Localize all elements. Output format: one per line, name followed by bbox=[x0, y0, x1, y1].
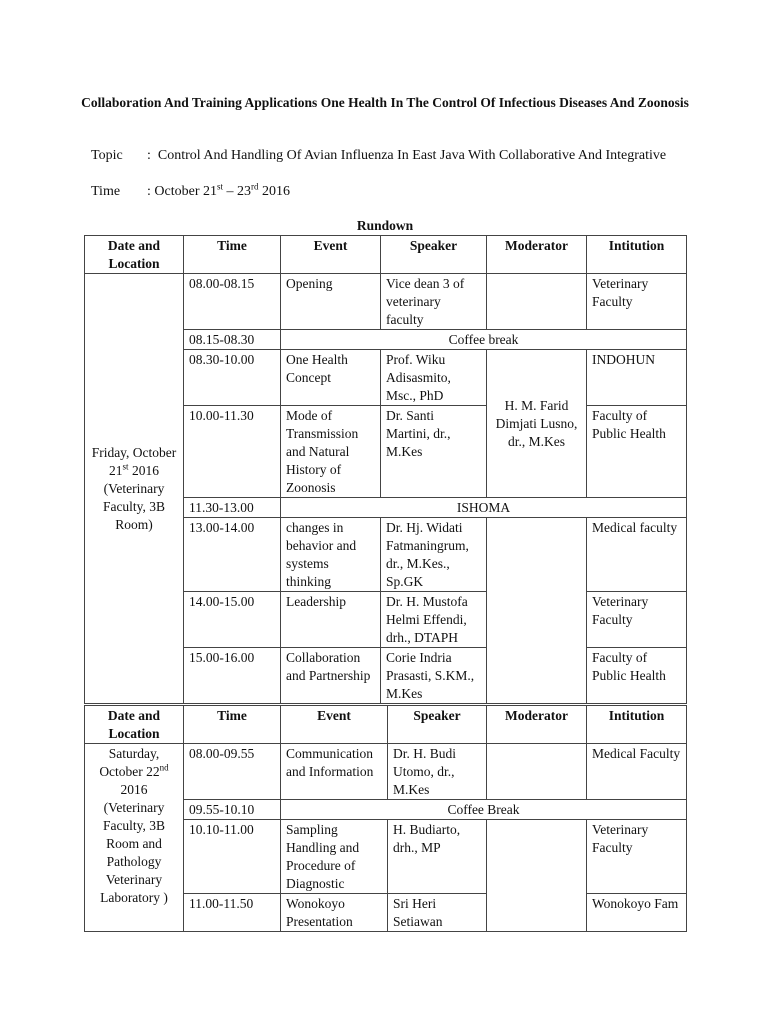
time-cell: 08.00-09.55 bbox=[184, 744, 281, 800]
institution-cell: Medical Faculty bbox=[587, 744, 687, 800]
institution-cell: Veterinary Faculty bbox=[587, 274, 687, 330]
time-line bbox=[91, 183, 290, 201]
time-sup-b: rd bbox=[251, 181, 259, 192]
time-cell: 14.00-15.00 bbox=[184, 592, 281, 648]
institution-cell: INDOHUN bbox=[587, 350, 687, 406]
time-sup-a: st bbox=[216, 181, 223, 192]
time-cell: 13.00-14.00 bbox=[184, 518, 281, 592]
date-location-text: 2016 (Veterinary Faculty, 3B Room and Pathology Veterinary Laboratory ) bbox=[100, 782, 168, 905]
topic-label: Topic bbox=[91, 148, 123, 163]
institution-cell: Veterinary Faculty bbox=[587, 820, 687, 894]
speaker-cell: Vice dean 3 of veterinary faculty bbox=[381, 274, 487, 330]
institution-cell: Veterinary Faculty bbox=[587, 592, 687, 648]
speaker-cell: Prof. Wiku Adisasmito, Msc., PhD bbox=[381, 350, 487, 406]
institution-cell: Wonokoyo Fam bbox=[587, 894, 687, 932]
rundown-table-day1 bbox=[84, 235, 687, 704]
moderator-cell bbox=[487, 820, 587, 932]
document-title: Collaboration And Training Applications One Health In The Control Of Infectious Diseases And Zoonosis bbox=[81, 95, 689, 110]
time-cell: 10.00-11.30 bbox=[184, 406, 281, 498]
event-cell: changes in behavior and systems thinking bbox=[281, 518, 381, 592]
event-cell: Communication and Information bbox=[281, 744, 388, 800]
time-value-b: 2016 bbox=[258, 184, 290, 199]
event-cell: Opening bbox=[281, 274, 381, 330]
table-row bbox=[85, 744, 687, 800]
event-cell: Wonokoyo Presentation bbox=[281, 894, 388, 932]
header-date-location: Date and Location bbox=[85, 236, 184, 274]
speaker-cell: Dr. Santi Martini, dr., M.Kes bbox=[381, 406, 487, 498]
moderator-cell bbox=[487, 274, 587, 330]
header-moderator: Moderator bbox=[487, 706, 587, 744]
date-location-cell bbox=[85, 744, 184, 932]
topic-value: Control And Handling Of Avian Influenza In East Java With Collaborative And Integrative bbox=[157, 148, 667, 163]
institution-cell: Faculty of Public Health bbox=[587, 648, 687, 704]
header-moderator: Moderator bbox=[487, 236, 587, 274]
table-header-row bbox=[85, 706, 687, 744]
institution-cell: Faculty of Public Health bbox=[587, 406, 687, 498]
date-location-text: 2016 (Veterinary Faculty, 3B Room) bbox=[102, 463, 166, 532]
time-cell: 08.00-08.15 bbox=[184, 274, 281, 330]
date-sup: nd bbox=[159, 762, 169, 773]
header-speaker: Speaker bbox=[381, 236, 487, 274]
speaker-cell: Sri Heri Setiawan bbox=[388, 894, 487, 932]
event-cell: Sampling Handling and Procedure of Diagnostic bbox=[281, 820, 388, 894]
header-time: Time bbox=[184, 706, 281, 744]
header-time: Time bbox=[184, 236, 281, 274]
table-row bbox=[85, 274, 687, 330]
speaker-cell: Dr. H. Mustofa Helmi Effendi, drh., DTAPH bbox=[381, 592, 487, 648]
header-event: Event bbox=[281, 706, 388, 744]
moderator-cell bbox=[487, 518, 587, 704]
time-cell: 09.55-10.10 bbox=[184, 800, 281, 820]
time-cell: 11.30-13.00 bbox=[184, 498, 281, 518]
speaker-cell: Dr. H. Budi Utomo, dr., M.Kes bbox=[388, 744, 487, 800]
time-value-mid: – 23 bbox=[223, 184, 251, 199]
rundown-caption: Rundown bbox=[356, 218, 414, 233]
institution-cell: Medical faculty bbox=[587, 518, 687, 592]
speaker-cell: H. Budiarto, drh., MP bbox=[388, 820, 487, 894]
time-cell: 15.00-16.00 bbox=[184, 648, 281, 704]
topic-line bbox=[91, 147, 691, 165]
speaker-cell: Dr. Hj. Widati Fatmaningrum, dr., M.Kes., Sp.GK bbox=[381, 518, 487, 592]
moderator-cell: H. M. Farid Dimjati Lusno, dr., M.Kes bbox=[487, 350, 587, 498]
time-cell: 11.00-11.50 bbox=[184, 894, 281, 932]
header-event: Event bbox=[281, 236, 381, 274]
header-institution: Intitution bbox=[587, 706, 687, 744]
moderator-cell bbox=[487, 744, 587, 800]
time-cell: 10.10-11.00 bbox=[184, 820, 281, 894]
date-text: Saturday, October 22 bbox=[99, 746, 160, 779]
break-cell: Coffee Break bbox=[281, 800, 687, 820]
date-text: Friday, October 21 bbox=[91, 445, 177, 478]
speaker-cell: Corie Indria Prasasti, S.KM., M.Kes bbox=[381, 648, 487, 704]
topic-separator: : bbox=[147, 148, 151, 163]
time-cell: 08.30-10.00 bbox=[184, 350, 281, 406]
time-cell: 08.15-08.30 bbox=[184, 330, 281, 350]
time-value-a: : October 21 bbox=[147, 184, 217, 199]
header-institution: Intitution bbox=[587, 236, 687, 274]
date-location-cell bbox=[85, 274, 184, 704]
event-cell: Collaboration and Partnership bbox=[281, 648, 381, 704]
break-cell: ISHOMA bbox=[281, 498, 687, 518]
break-cell: Coffee break bbox=[281, 330, 687, 350]
header-date-location: Date and Location bbox=[85, 706, 184, 744]
event-cell: One Health Concept bbox=[281, 350, 381, 406]
event-cell: Leadership bbox=[281, 592, 381, 648]
table-header-row bbox=[85, 236, 687, 274]
rundown-table-day2 bbox=[84, 705, 687, 932]
header-speaker: Speaker bbox=[388, 706, 487, 744]
event-cell: Mode of Transmission and Natural History of Zoonosis bbox=[281, 406, 381, 498]
time-label: Time bbox=[91, 184, 121, 199]
date-sup: st bbox=[122, 461, 129, 472]
